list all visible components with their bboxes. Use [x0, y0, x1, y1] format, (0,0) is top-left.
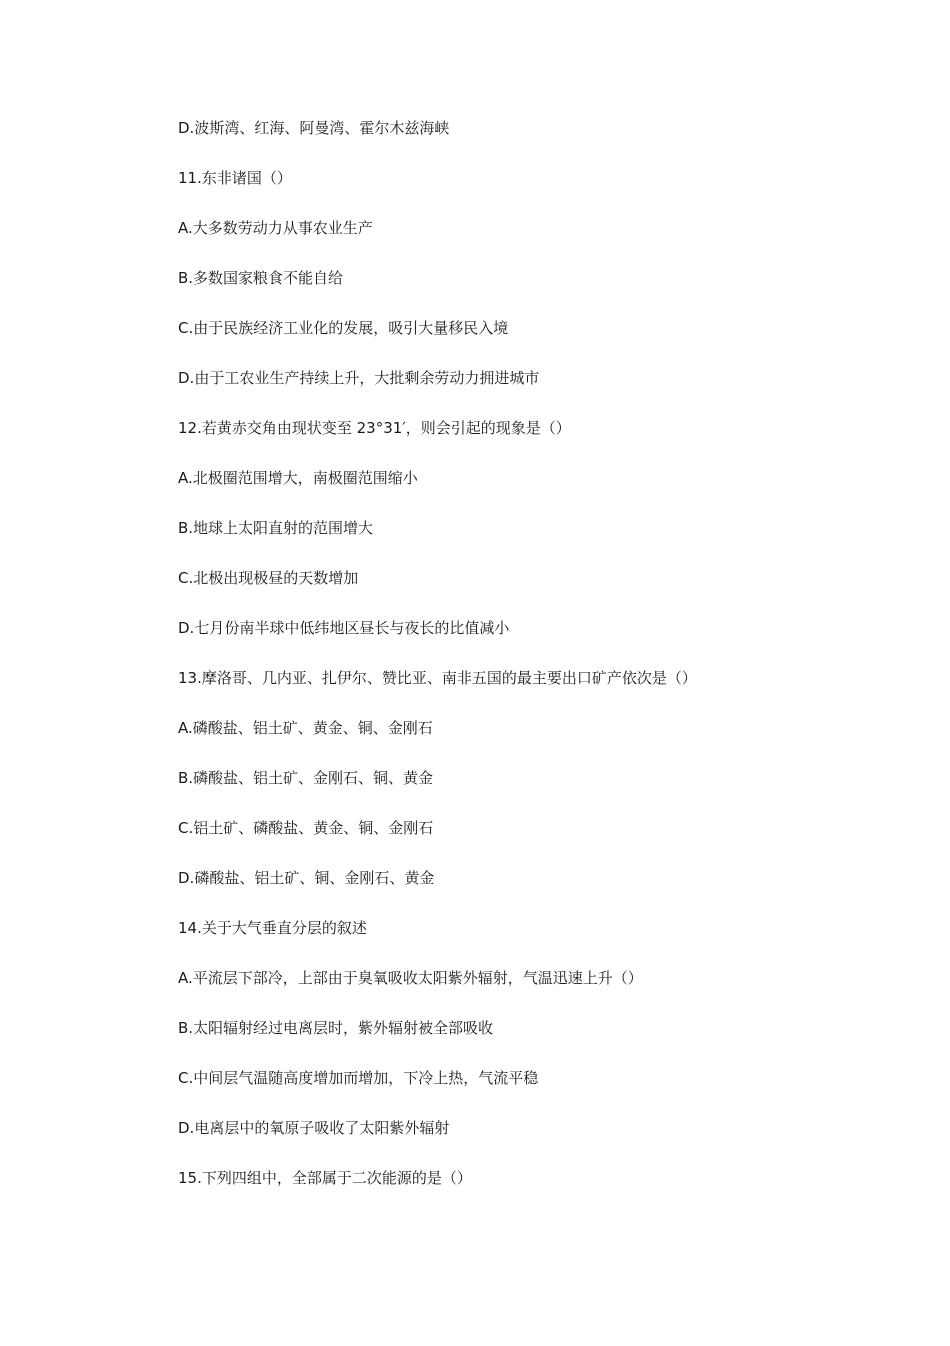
option-12b: B.地球上太阳直射的范围增大 [178, 519, 374, 537]
option-14c: C.中间层气温随高度增加而增加，下冷上热，气流平稳 [178, 1069, 539, 1087]
option-12c: C.北极出现极昼的天数增加 [178, 569, 359, 587]
option-11a: A.大多数劳动力从事农业生产 [178, 219, 373, 237]
question-14: 14.关于大气垂直分层的叙述 [178, 919, 367, 937]
option-11d: D.由于工农业生产持续上升，大批剩余劳动力拥进城市 [178, 369, 540, 387]
option-13b: B.磷酸盐、铝土矿、金刚石、铜、黄金 [178, 769, 434, 787]
question-12: 12.若黄赤交角由现状变至 23°31′，则会引起的现象是（） [178, 419, 571, 437]
option-13a: A.磷酸盐、铝土矿、黄金、铜、金刚石 [178, 719, 433, 737]
option-14d: D.电离层中的氧原子吸收了太阳紫外辐射 [178, 1119, 450, 1137]
option-11b: B.多数国家粮食不能自给 [178, 269, 344, 287]
option-12d: D.七月份南半球中低纬地区昼长与夜长的比值减小 [178, 619, 510, 637]
option-11c: C.由于民族经济工业化的发展，吸引大量移民入境 [178, 319, 509, 337]
option-13d: D.磷酸盐、铝土矿、铜、金刚石、黄金 [178, 869, 435, 887]
question-15: 15.下列四组中，全部属于二次能源的是（） [178, 1169, 472, 1187]
option-12a: A.北极圈范围增大，南极圈范围缩小 [178, 469, 418, 487]
option-10d: D.波斯湾、红海、阿曼湾、霍尔木兹海峡 [178, 119, 450, 137]
option-13c: C.铝土矿、磷酸盐、黄金、铜、金刚石 [178, 819, 434, 837]
question-13: 13.摩洛哥、几内亚、扎伊尔、赞比亚、南非五国的最主要出口矿产依次是（） [178, 669, 697, 687]
option-14b: B.太阳辐射经过电离层时，紫外辐射被全部吸收 [178, 1019, 494, 1037]
option-14a: A.平流层下部冷，上部由于臭氧吸收太阳紫外辐射，气温迅速上升（） [178, 969, 643, 987]
question-11: 11.东非诸国（） [178, 169, 292, 187]
